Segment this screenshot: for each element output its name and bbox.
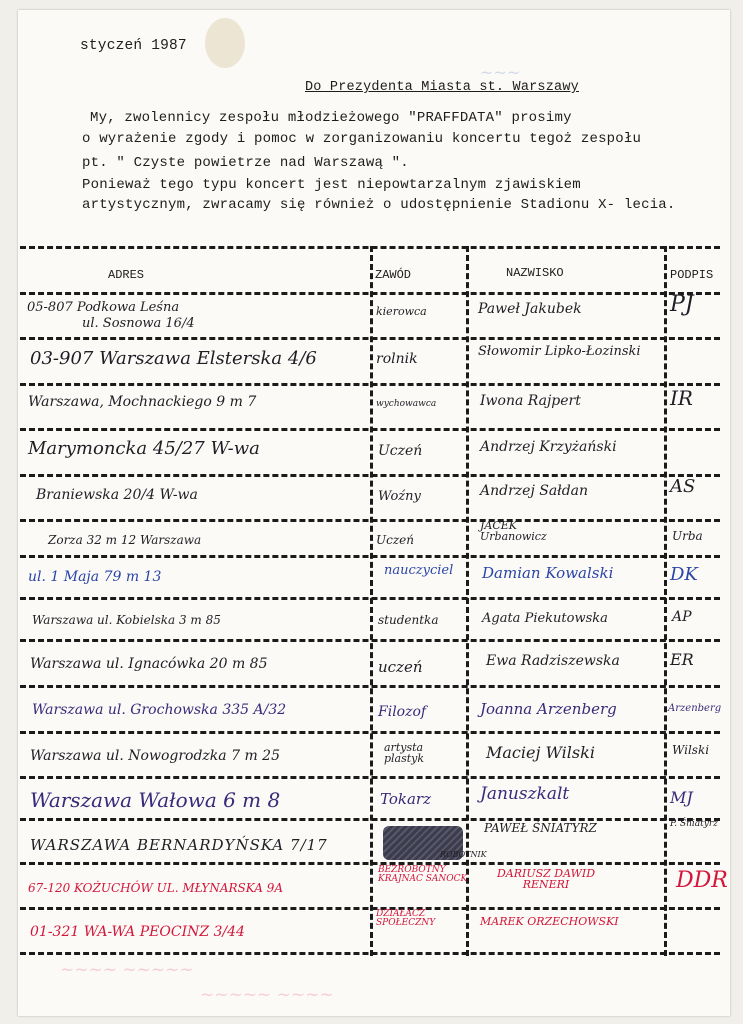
- row-2-occupation: rolnik: [376, 351, 418, 367]
- letter-line-2: o wyrażenie zgody i pomoc w zorganizowaniu koncertu tegoż zespołu: [82, 131, 642, 147]
- row-13-name: PAWEŁ ŚNIATYRZ: [484, 821, 597, 835]
- row-1-address-line-2: ul. Sosnowa 16/4: [82, 316, 195, 331]
- row-6-address: Zorza 32 m 12 Warszawa: [48, 533, 202, 547]
- row-10-name: Joanna Arzenberg: [480, 700, 617, 718]
- row-1-address: 05-807 Podkowa Leśna: [27, 300, 180, 315]
- row-3-address: Warszawa, Mochnackiego 9 m 7: [28, 394, 257, 410]
- row-6-signature: Urba: [672, 529, 703, 543]
- row-11-occupation: artysta plastyk: [384, 741, 425, 765]
- row-15-address: 01-321 WA-WA PEOCINZ 3/44: [30, 924, 245, 940]
- row-5-address: Braniewska 20/4 W-wa: [36, 487, 198, 503]
- bleed-through-text: ~~~~~ ~~~~: [200, 985, 334, 1005]
- row-12-signature: MJ: [670, 788, 693, 807]
- letter-line-3: pt. " Czyste powietrze nad Warszawą ".: [82, 155, 409, 171]
- row-13-address: WARSZAWA BERNARDYŃSKA 7/17: [30, 836, 328, 854]
- column-header-occupation: ZAWÓD: [375, 268, 412, 282]
- row-7-signature: DK: [670, 564, 698, 585]
- row-4-address: Marymoncka 45/27 W-wa: [28, 438, 260, 459]
- column-header-name: NAZWISKO: [506, 266, 564, 280]
- column-header-address: ADRES: [108, 268, 145, 282]
- row-3-occupation: wychowawca: [376, 399, 437, 409]
- row-10-occupation: Filozof: [378, 704, 427, 720]
- row-9-address: Warszawa ul. Ignacówka 20 m 85: [30, 656, 268, 672]
- row-14-name: DARIUSZ DAWID RENERI: [496, 867, 596, 891]
- row-8-signature: AP: [672, 609, 692, 625]
- row-1-name: Paweł Jakubek: [478, 301, 582, 317]
- row-4-name: Andrzej Krzyżański: [480, 439, 617, 455]
- row-12-occupation: Tokarz: [380, 790, 431, 808]
- coffee-stain: [205, 18, 245, 68]
- row-7-name: Damian Kowalski: [482, 564, 614, 582]
- row-4-occupation: Uczeń: [378, 443, 423, 459]
- row-14-occupation: BEZROBOTNY KRAJNAC SANOCK: [378, 865, 468, 884]
- row-6-name: JACEK Urbanowicz: [480, 519, 547, 543]
- row-2-address: 03-907 Warszawa Elsterska 4/6: [30, 348, 317, 369]
- row-11-name: Maciej Wilski: [486, 743, 595, 762]
- row-11-address: Warszawa ul. Nowogrodzka 7 m 25: [30, 748, 280, 764]
- row-13-signature: P. Śniatyrz: [670, 819, 718, 829]
- row-15-occupation: DZIAŁACZ SPOŁECZNY: [376, 909, 436, 928]
- row-5-occupation: Woźny: [378, 489, 421, 504]
- letter-addressee: Do Prezydenta Miasta st. Warszawy: [305, 80, 579, 95]
- row-5-name: Andrzej Sałdan: [480, 483, 589, 499]
- row-1-occupation: kierowca: [376, 305, 427, 318]
- row-12-name: Januszkalt: [480, 784, 570, 804]
- row-1-signature: PJ: [670, 292, 694, 317]
- row-13-occupation: ROBOTNIK: [440, 850, 487, 859]
- row-9-name: Ewa Radziszewska: [486, 653, 620, 669]
- row-7-address: ul. 1 Maja 79 m 13: [28, 569, 162, 585]
- row-12-address: Warszawa Wałowa 6 m 8: [30, 788, 281, 812]
- row-9-occupation: uczeń: [378, 658, 423, 676]
- row-8-address: Warszawa ul. Kobielska 3 m 85: [32, 613, 221, 627]
- row-6-occupation: Uczeń: [376, 533, 414, 547]
- bleed-through-text: ~~~~ ~~~~~: [60, 960, 194, 980]
- row-8-occupation: studentka: [378, 613, 439, 627]
- letter-line-5: artystycznym, zwracamy się również o udostępnienie Stadionu X- lecia.: [82, 197, 676, 213]
- letter-date: styczeń 1987: [80, 38, 187, 54]
- row-10-signature: Arzenberg: [668, 703, 722, 714]
- letter-line-4: Ponieważ tego typu koncert jest niepowtarzalnym zjawiskiem: [82, 177, 581, 193]
- table-column-rule: [370, 246, 373, 956]
- row-3-signature: IR: [670, 386, 693, 410]
- column-header-signature: PODPIS: [670, 268, 714, 282]
- row-14-address: 67-120 KOŻUCHÓW UL. MŁYNARSKA 9A: [28, 881, 284, 895]
- table-column-rule: [664, 246, 667, 956]
- row-14-signature: DDR: [676, 868, 728, 893]
- row-9-signature: ER: [670, 650, 694, 669]
- row-7-occupation: nauczyciel: [384, 563, 454, 578]
- row-10-address: Warszawa ul. Grochowska 335 A/32: [32, 702, 287, 718]
- row-15-name: MAREK ORZECHOWSKI: [480, 915, 619, 928]
- letter-line-1: My, zwolennicy zespołu młodzieżowego "PRAFFDATA" prosimy: [90, 110, 572, 126]
- row-5-signature: AS: [670, 476, 696, 497]
- row-11-signature: Wilski: [672, 743, 710, 757]
- row-2-name: Słowomir Lipko-Łozinski: [478, 344, 641, 359]
- row-8-name: Agata Piekutowska: [482, 611, 608, 626]
- row-3-name: Iwona Rajpert: [480, 393, 581, 409]
- bleed-through-text: ~~~: [480, 63, 521, 82]
